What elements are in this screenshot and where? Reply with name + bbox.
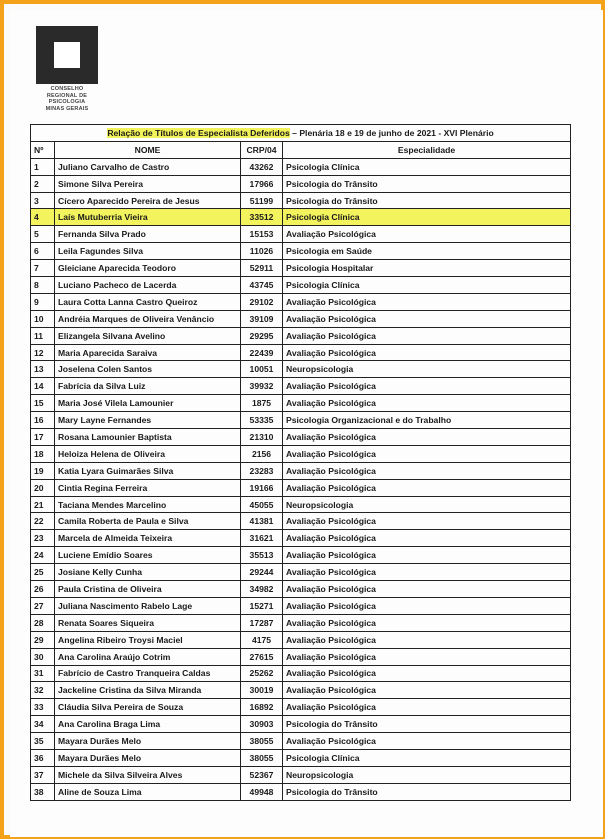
document-title bbox=[31, 125, 571, 142]
row-number: 28 bbox=[31, 614, 55, 631]
table-row bbox=[31, 699, 571, 716]
row-crp: 16892 bbox=[241, 699, 283, 716]
row-number: 37 bbox=[31, 766, 55, 783]
row-number: 23 bbox=[31, 530, 55, 547]
row-crp: 35513 bbox=[241, 547, 283, 564]
row-crp: 21310 bbox=[241, 429, 283, 446]
row-name: Angelina Ribeiro Troysi Maciel bbox=[55, 631, 241, 648]
row-name: Leila Fagundes Silva bbox=[55, 243, 241, 260]
table-row bbox=[31, 766, 571, 783]
row-crp: 17287 bbox=[241, 614, 283, 631]
row-number: 11 bbox=[31, 327, 55, 344]
row-specialty: Psicologia do Trânsito bbox=[283, 783, 571, 800]
table-row bbox=[31, 344, 571, 361]
row-name: Luciene Emídio Soares bbox=[55, 547, 241, 564]
table-row bbox=[31, 749, 571, 766]
header-specialty: Especialidade bbox=[283, 141, 571, 158]
row-number: 18 bbox=[31, 445, 55, 462]
row-name: Michele da Silva Silveira Alves bbox=[55, 766, 241, 783]
row-specialty: Neuropsicologia bbox=[283, 496, 571, 513]
row-crp: 29102 bbox=[241, 293, 283, 310]
row-specialty: Avaliação Psicológica bbox=[283, 513, 571, 530]
row-crp: 45055 bbox=[241, 496, 283, 513]
row-specialty: Avaliação Psicológica bbox=[283, 682, 571, 699]
row-specialty: Avaliação Psicológica bbox=[283, 344, 571, 361]
row-specialty: Avaliação Psicológica bbox=[283, 445, 571, 462]
row-name: Ana Carolina Araújo Cotrim bbox=[55, 648, 241, 665]
row-crp: 17966 bbox=[241, 175, 283, 192]
row-crp: 11026 bbox=[241, 243, 283, 260]
row-specialty: Psicologia do Trânsito bbox=[283, 192, 571, 209]
row-number: 20 bbox=[31, 479, 55, 496]
table-row bbox=[31, 226, 571, 243]
row-name: Aline de Souza Lima bbox=[55, 783, 241, 800]
row-specialty: Avaliação Psicológica bbox=[283, 631, 571, 648]
row-number: 32 bbox=[31, 682, 55, 699]
table-row bbox=[31, 175, 571, 192]
row-number: 34 bbox=[31, 716, 55, 733]
row-crp: 34982 bbox=[241, 581, 283, 598]
table-row bbox=[31, 716, 571, 733]
row-number: 17 bbox=[31, 429, 55, 446]
table-row bbox=[31, 513, 571, 530]
table-row bbox=[31, 682, 571, 699]
row-number: 38 bbox=[31, 783, 55, 800]
row-crp: 52911 bbox=[241, 260, 283, 277]
row-crp: 38055 bbox=[241, 749, 283, 766]
row-name: Cintia Regina Ferreira bbox=[55, 479, 241, 496]
table-row bbox=[31, 209, 571, 226]
row-crp: 2156 bbox=[241, 445, 283, 462]
row-specialty: Neuropsicologia bbox=[283, 361, 571, 378]
row-number: 16 bbox=[31, 412, 55, 429]
table-row bbox=[31, 412, 571, 429]
row-specialty: Psicologia do Trânsito bbox=[283, 716, 571, 733]
row-name: Laura Cotta Lanna Castro Queiroz bbox=[55, 293, 241, 310]
row-number: 21 bbox=[31, 496, 55, 513]
results-table bbox=[30, 124, 571, 801]
row-crp: 52367 bbox=[241, 766, 283, 783]
logo-square-icon bbox=[36, 26, 98, 84]
row-crp: 43262 bbox=[241, 158, 283, 175]
row-crp: 39109 bbox=[241, 310, 283, 327]
row-number: 10 bbox=[31, 310, 55, 327]
table-row bbox=[31, 395, 571, 412]
row-specialty: Avaliação Psicológica bbox=[283, 699, 571, 716]
row-specialty: Psicologia do Trânsito bbox=[283, 175, 571, 192]
row-crp: 4175 bbox=[241, 631, 283, 648]
row-number: 7 bbox=[31, 260, 55, 277]
row-specialty: Avaliação Psicológica bbox=[283, 547, 571, 564]
row-specialty: Avaliação Psicológica bbox=[283, 581, 571, 598]
row-specialty: Avaliação Psicológica bbox=[283, 310, 571, 327]
row-name: Mayara Durães Melo bbox=[55, 749, 241, 766]
row-name: Paula Cristina de Oliveira bbox=[55, 581, 241, 598]
row-crp: 29244 bbox=[241, 564, 283, 581]
table-row bbox=[31, 192, 571, 209]
row-number: 3 bbox=[31, 192, 55, 209]
title-rest: – Plenária 18 e 19 de junho de 2021 - XVI Plenário bbox=[289, 127, 494, 138]
row-name: Rosana Lamounier Baptista bbox=[55, 429, 241, 446]
row-specialty: Avaliação Psicológica bbox=[283, 614, 571, 631]
row-name: Camila Roberta de Paula e Silva bbox=[55, 513, 241, 530]
row-name: Fabrícia da Silva Luiz bbox=[55, 378, 241, 395]
row-specialty: Psicologia Clínica bbox=[283, 749, 571, 766]
row-crp: 30019 bbox=[241, 682, 283, 699]
row-specialty: Psicologia Hospitalar bbox=[283, 260, 571, 277]
row-crp: 33512 bbox=[241, 209, 283, 226]
table-row bbox=[31, 479, 571, 496]
row-number: 15 bbox=[31, 395, 55, 412]
row-crp: 15271 bbox=[241, 597, 283, 614]
row-crp: 31621 bbox=[241, 530, 283, 547]
header-crp: CRP/04 bbox=[241, 141, 283, 158]
table-row bbox=[31, 547, 571, 564]
row-specialty: Neuropsicologia bbox=[283, 766, 571, 783]
header-name: NOME bbox=[55, 141, 241, 158]
row-number: 35 bbox=[31, 733, 55, 750]
row-number: 2 bbox=[31, 175, 55, 192]
table-row bbox=[31, 530, 571, 547]
row-crp: 51199 bbox=[241, 192, 283, 209]
row-crp: 30903 bbox=[241, 716, 283, 733]
row-crp: 29295 bbox=[241, 327, 283, 344]
row-name: Fabrício de Castro Tranqueira Caldas bbox=[55, 665, 241, 682]
table-row bbox=[31, 733, 571, 750]
row-crp: 53335 bbox=[241, 412, 283, 429]
row-specialty: Psicologia Clínica bbox=[283, 158, 571, 175]
table-row bbox=[31, 277, 571, 294]
row-name: Andréia Marques de Oliveira Venâncio bbox=[55, 310, 241, 327]
row-specialty: Psicologia Organizacional e do Trabalho bbox=[283, 412, 571, 429]
row-name: Cláudia Silva Pereira de Souza bbox=[55, 699, 241, 716]
row-number: 14 bbox=[31, 378, 55, 395]
row-name: Maria Aparecida Saraiva bbox=[55, 344, 241, 361]
row-specialty: Avaliação Psicológica bbox=[283, 530, 571, 547]
row-number: 13 bbox=[31, 361, 55, 378]
row-number: 12 bbox=[31, 344, 55, 361]
row-number: 22 bbox=[31, 513, 55, 530]
row-crp: 43745 bbox=[241, 277, 283, 294]
row-specialty: Avaliação Psicológica bbox=[283, 327, 571, 344]
row-name: Simone Silva Pereira bbox=[55, 175, 241, 192]
table-row bbox=[31, 462, 571, 479]
row-crp: 10051 bbox=[241, 361, 283, 378]
row-crp: 1875 bbox=[241, 395, 283, 412]
header-num: Nº bbox=[31, 141, 55, 158]
row-specialty: Psicologia Clínica bbox=[283, 277, 571, 294]
row-name: Laís Mutuberria Vieira bbox=[55, 209, 241, 226]
table-row bbox=[31, 783, 571, 800]
row-crp: 38055 bbox=[241, 733, 283, 750]
row-name: Joselena Colen Santos bbox=[55, 361, 241, 378]
row-specialty: Avaliação Psicológica bbox=[283, 429, 571, 446]
table-row bbox=[31, 445, 571, 462]
table-row bbox=[31, 581, 571, 598]
row-name: Katia Lyara Guimarães Silva bbox=[55, 462, 241, 479]
table-row bbox=[31, 327, 571, 344]
table-row bbox=[31, 243, 571, 260]
row-specialty: Avaliação Psicológica bbox=[283, 597, 571, 614]
row-name: Jackeline Cristina da Silva Miranda bbox=[55, 682, 241, 699]
row-name: Heloiza Helena de Oliveira bbox=[55, 445, 241, 462]
row-crp: 27615 bbox=[241, 648, 283, 665]
row-number: 4 bbox=[31, 209, 55, 226]
row-specialty: Avaliação Psicológica bbox=[283, 378, 571, 395]
row-number: 5 bbox=[31, 226, 55, 243]
row-number: 27 bbox=[31, 597, 55, 614]
table-header-row bbox=[31, 141, 571, 158]
row-name: Juliano Carvalho de Castro bbox=[55, 158, 241, 175]
row-number: 33 bbox=[31, 699, 55, 716]
row-name: Josiane Kelly Cunha bbox=[55, 564, 241, 581]
row-name: Marcela de Almeida Teixeira bbox=[55, 530, 241, 547]
row-specialty: Avaliação Psicológica bbox=[283, 293, 571, 310]
table-row bbox=[31, 361, 571, 378]
row-crp: 39932 bbox=[241, 378, 283, 395]
row-specialty: Avaliação Psicológica bbox=[283, 479, 571, 496]
table-row bbox=[31, 293, 571, 310]
table-row bbox=[31, 378, 571, 395]
row-number: 31 bbox=[31, 665, 55, 682]
row-name: Juliana Nascimento Rabelo Lage bbox=[55, 597, 241, 614]
row-crp: 25262 bbox=[241, 665, 283, 682]
row-name: Ana Carolina Braga Lima bbox=[55, 716, 241, 733]
row-specialty: Avaliação Psicológica bbox=[283, 462, 571, 479]
row-number: 30 bbox=[31, 648, 55, 665]
row-crp: 41381 bbox=[241, 513, 283, 530]
table-row bbox=[31, 614, 571, 631]
row-crp: 15153 bbox=[241, 226, 283, 243]
row-number: 36 bbox=[31, 749, 55, 766]
table-row bbox=[31, 429, 571, 446]
row-specialty: Avaliação Psicológica bbox=[283, 665, 571, 682]
row-name: Gleiciane Aparecida Teodoro bbox=[55, 260, 241, 277]
crp-logo bbox=[30, 24, 104, 124]
row-specialty: Avaliação Psicológica bbox=[283, 395, 571, 412]
table-row bbox=[31, 564, 571, 581]
table-title-row bbox=[31, 125, 571, 142]
row-number: 6 bbox=[31, 243, 55, 260]
row-name: Fernanda Silva Prado bbox=[55, 226, 241, 243]
row-number: 26 bbox=[31, 581, 55, 598]
logo-text: CONSELHO REGIONAL DE PSICOLOGIA MINAS GERAIS bbox=[45, 86, 89, 112]
table-row bbox=[31, 496, 571, 513]
row-crp: 23283 bbox=[241, 462, 283, 479]
row-name: Maria José Vilela Lamounier bbox=[55, 395, 241, 412]
row-specialty: Psicologia em Saúde bbox=[283, 243, 571, 260]
title-highlighted: Relação de Títulos de Especialista Deferidos bbox=[107, 127, 290, 138]
row-number: 1 bbox=[31, 158, 55, 175]
table-row bbox=[31, 260, 571, 277]
row-name: Taciana Mendes Marcelino bbox=[55, 496, 241, 513]
row-crp: 19166 bbox=[241, 479, 283, 496]
row-name: Renata Soares Siqueira bbox=[55, 614, 241, 631]
row-crp: 49948 bbox=[241, 783, 283, 800]
table-row bbox=[31, 648, 571, 665]
row-number: 24 bbox=[31, 547, 55, 564]
row-name: Elizangela Silvana Avelino bbox=[55, 327, 241, 344]
row-number: 19 bbox=[31, 462, 55, 479]
row-crp: 22439 bbox=[241, 344, 283, 361]
row-specialty: Avaliação Psicológica bbox=[283, 733, 571, 750]
row-name: Mary Layne Fernandes bbox=[55, 412, 241, 429]
table-row bbox=[31, 158, 571, 175]
row-number: 29 bbox=[31, 631, 55, 648]
row-name: Mayara Durães Melo bbox=[55, 733, 241, 750]
row-specialty: Avaliação Psicológica bbox=[283, 226, 571, 243]
row-number: 25 bbox=[31, 564, 55, 581]
row-number: 9 bbox=[31, 293, 55, 310]
row-specialty: Avaliação Psicológica bbox=[283, 564, 571, 581]
table-row bbox=[31, 310, 571, 327]
table-row bbox=[31, 665, 571, 682]
table-row bbox=[31, 631, 571, 648]
row-number: 8 bbox=[31, 277, 55, 294]
row-name: Luciano Pacheco de Lacerda bbox=[55, 277, 241, 294]
row-specialty: Psicologia Clínica bbox=[283, 209, 571, 226]
table-row bbox=[31, 597, 571, 614]
row-specialty: Avaliação Psicológica bbox=[283, 648, 571, 665]
row-name: Cícero Aparecido Pereira de Jesus bbox=[55, 192, 241, 209]
